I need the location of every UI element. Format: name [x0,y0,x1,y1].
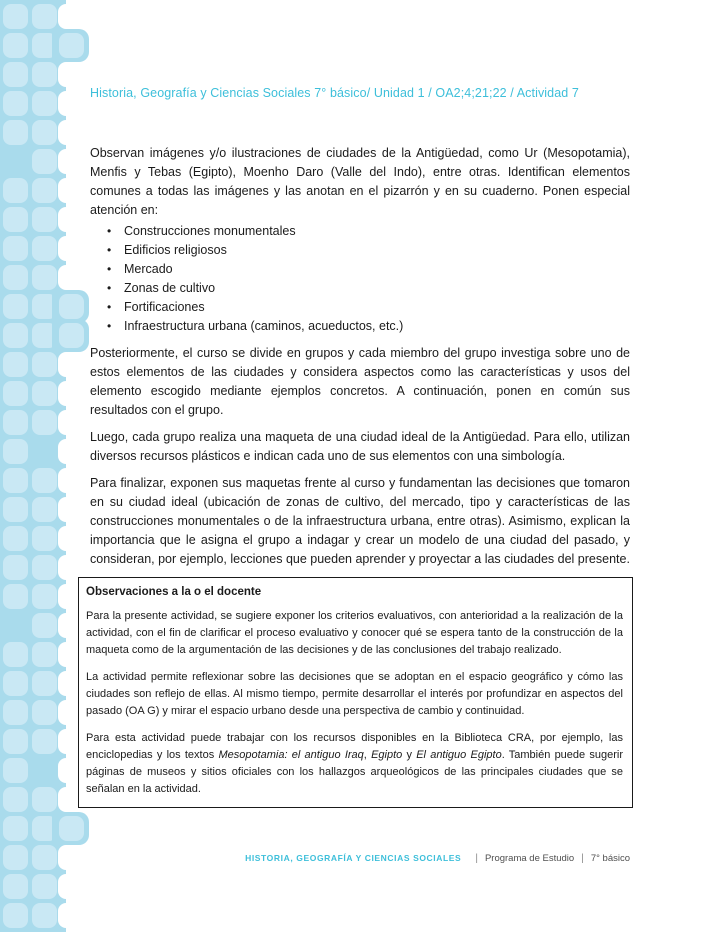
observations-paragraph [86,730,623,798]
footer-subject-label: HISTORIA, GEOGRAFÍA Y CIENCIAS SOCIALES [245,853,462,863]
bullet-icon: • [107,262,112,276]
footer-separator: | [581,853,584,864]
page-footer [90,848,630,866]
activity-paragraph: Para finalizar, exponen sus maquetas frente al curso y fundamentan las decisiones que tomaron en su ciudad ideal (ubicación de zonas de cultivo, del mercado, tipo y características de las construcciones monumentales o de la infraestructura urbana, entre otras). Asimismo, explican la importancia que le asigna el grupo a indagar y crear un modelo de una ciudad del pasado, y consideran, por ejemplo, lecciones que pueden aprender y proyectar a las ciudades del presente. [90,476,630,566]
observations-paragraph: La actividad permite reflexionar sobre las decisiones que se adoptan en el espacio geográfico y cómo las ciudades son reflejo de ellas. Al mismo tiempo, permite desarrollar el interés por profundizar en aspectos del pasado (OA G) y mirar el espacio urbano desde una perspectiva de cambio y continuidad. [86,671,623,717]
activity-intro-paragraph: Observan imágenes y/o ilustraciones de ciudades de la Antigüedad, como Ur (Mesopotamia), Menfis y Tebas (Egipto), Moenho Daro (Valle del Indo), entre otras. Identifican elementos comunes a todas las imágenes y las anotan en el pizarrón y en su cuaderno. Ponen especial atención en: [90,146,630,217]
bullet-icon: • [107,319,112,333]
teacher-observations-box [78,577,633,808]
page-content [86,0,630,808]
activity-paragraph: Luego, cada grupo realiza una maqueta de una ciudad ideal de la Antigüedad. Para ello, utilizan diversos recursos plásticos e indican cada uno de sus elementos con una simbología. [90,430,630,463]
list-item [90,279,630,298]
bullet-text: Mercado [124,262,173,276]
book-title: Egipto [371,749,403,761]
bullet-icon: • [107,224,112,238]
list-item [90,298,630,317]
bullet-text: Construcciones monumentales [124,224,296,238]
observations-box-title: Observaciones a la o el docente [86,586,262,598]
bullet-text: Infraestructura urbana (caminos, acueductos, etc.) [124,319,404,333]
paragraph-text: Para esta actividad puede trabajar con los recursos disponibles en la Biblioteca CRA, por ejemplo, las enciclopedias y los textos [86,732,623,761]
footer-grade-label: 7° básico [590,853,630,864]
observations-paragraph: Para la presente actividad, se sugiere exponer los criterios evaluativos, con anterioridad a la realización de la actividad, con el fin de clarificar el proceso evaluativo y conocer qué se espera tanto de la construcción de la maqueta como de la argumentación de las decisiones y de las conclusiones del trabajo realizado. [86,610,623,656]
bullet-text: Zonas de cultivo [124,281,216,295]
bullet-icon: • [107,281,112,295]
book-title: Mesopotamia: el antiguo Iraq [218,749,364,761]
list-item [90,241,630,260]
page-header-title: Historia, Geografía y Ciencias Sociales 7° básico/ Unidad 1 / OA2;4;21;22 / Actividad 7 [90,86,579,100]
footer-separator: | [475,853,478,864]
paragraph-text: . También puede sugerir páginas de museos y sitios oficiales con los hallazgos arqueológicos de las principales ciudades que se señalan en la actividad. [86,749,623,795]
book-title: El antiguo Egipto [416,749,502,761]
bullet-icon: • [107,300,112,314]
bullet-text: Fortificaciones [124,300,205,314]
list-item [90,222,630,241]
footer-program-label: Programa de Estudio [484,853,575,864]
activity-bullet-list [90,222,630,336]
decorative-border-pattern [0,0,66,932]
paragraph-text: , [363,749,372,761]
paragraph-text: y [402,749,417,761]
bullet-text: Edificios religiosos [124,243,227,257]
activity-paragraph: Posteriormente, el curso se divide en grupos y cada miembro del grupo investiga sobre uno de estos elementos de las ciudades y considera aspectos como las características y usos del elemento escogido mediante ejemplos concretos. A continuación, ponen en común sus resultados con el grupo. [90,346,630,417]
bullet-icon: • [107,243,112,257]
list-item [90,260,630,279]
list-item [90,317,630,336]
